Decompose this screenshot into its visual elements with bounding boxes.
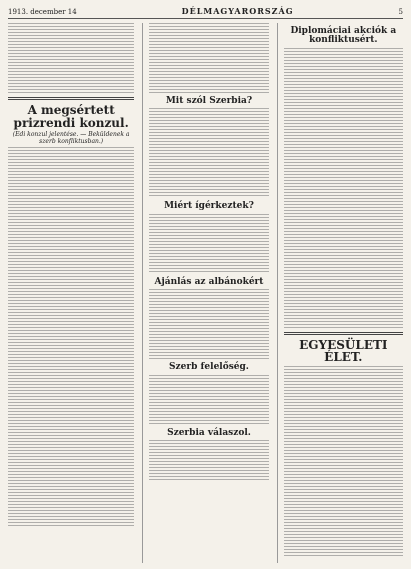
columns bbox=[8, 23, 403, 563]
column-3 bbox=[277, 23, 403, 563]
section-headline: Diplomáciai akciók a konfliktusért. bbox=[290, 26, 397, 46]
section-headline: EGYESÜLETI ÉLET. bbox=[299, 337, 388, 365]
article-body bbox=[149, 23, 268, 93]
article-body bbox=[284, 48, 403, 328]
section-headline: Ajánlás az albánokért bbox=[154, 276, 264, 287]
headline-main: A megsértett prizrendi konzul. bbox=[13, 103, 129, 130]
section-headline: Miért ígérkeztek? bbox=[164, 201, 254, 212]
divider bbox=[284, 332, 403, 335]
article-body bbox=[8, 147, 134, 527]
divider bbox=[8, 97, 134, 100]
section-headline: Szerbia válaszol. bbox=[167, 427, 251, 438]
article-body bbox=[284, 366, 403, 556]
section-headline: Mit szól Szerbia? bbox=[165, 96, 253, 106]
article-body bbox=[149, 289, 268, 359]
article-body bbox=[149, 108, 268, 198]
subhead: (Edi konzul jelentése. — Beküldenek a szerb konfliktusban.) bbox=[12, 131, 130, 146]
masthead bbox=[8, 6, 403, 19]
paper-name: DÉLMAGYARORSZÁG bbox=[181, 6, 294, 16]
section-headline: Szerb felelőség. bbox=[169, 362, 249, 373]
column-2 bbox=[142, 23, 268, 563]
page-number: 5 bbox=[398, 8, 403, 16]
issue-date: 1913. december 14 bbox=[8, 8, 77, 16]
article-body bbox=[8, 23, 134, 93]
column-1 bbox=[8, 23, 134, 563]
article-body bbox=[149, 440, 268, 480]
article-body bbox=[149, 214, 268, 274]
article-body bbox=[149, 375, 268, 425]
